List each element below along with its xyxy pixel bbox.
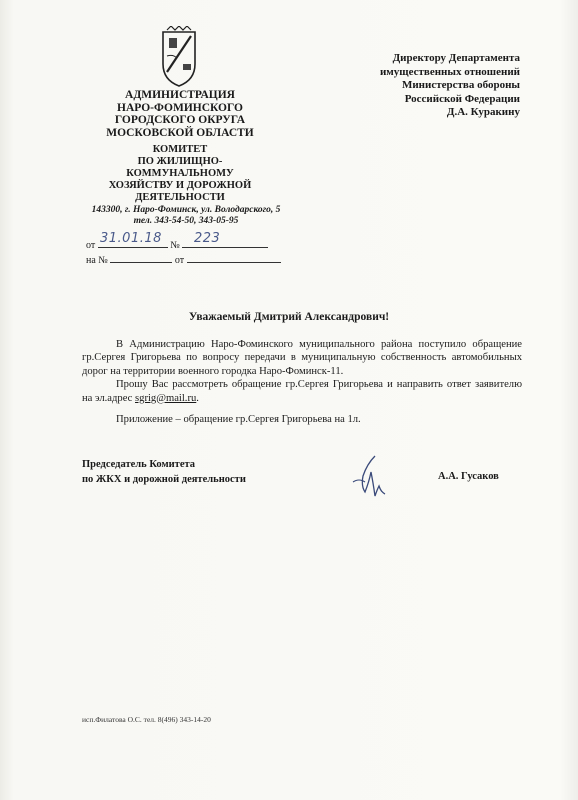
recipient-line: Д.А. Куракину — [446, 106, 520, 118]
reference-line — [86, 252, 281, 266]
coat-of-arms-icon — [153, 26, 205, 88]
signer-name: А.А. Гусаков — [438, 471, 499, 482]
org-line: ГОРОДСКОГО ОКРУГА — [114, 114, 246, 126]
committee-line: ПО ЖИЛИЩНО-КОММУНАЛЬНОМУ — [126, 156, 234, 179]
ref-from-label: от — [174, 255, 185, 266]
handwritten-number: 223 — [194, 231, 221, 246]
email-link[interactable]: sgrig@mail.ru — [135, 392, 197, 404]
signer-title — [82, 457, 282, 487]
org-line: НАРО-ФОМИНСКОГО — [117, 101, 243, 114]
committee-name — [92, 144, 268, 204]
organization-name — [92, 89, 268, 139]
ref-number-field — [110, 252, 172, 263]
recipient-line: Российской Федерации — [404, 92, 520, 105]
salutation: Уважаемый Дмитрий Александрович! — [188, 311, 390, 323]
recipient-line: имущественных отношений — [379, 65, 520, 78]
from-label: от — [86, 240, 96, 251]
recipient-block — [360, 52, 520, 120]
signer-title-line: по ЖКХ и дорожной деятельности — [82, 474, 246, 485]
body-paragraph — [82, 378, 522, 405]
committee-line: ХОЗЯЙСТВУ И ДОРОЖНОЙ — [108, 180, 252, 191]
body-paragraph: Приложение – обращение гр.Сергея Григорьева на 1л. — [116, 414, 361, 426]
executor-note: исп.Филатова О.С. тел. 8(496) 343-14-20 — [82, 715, 211, 724]
body-paragraph-text: Прошу Вас рассмотреть обращение гр.Сергея Григорьева и направить ответ заявителю на эл.адрес — [82, 379, 522, 404]
handwritten-date: 31.01.18 — [100, 231, 162, 246]
number-label: № — [170, 240, 180, 251]
phone-line: тел. 343-54-50, 343-05-95 — [133, 216, 239, 226]
letter-body — [82, 338, 522, 426]
committee-line: ДЕЯТЕЛЬНОСТИ — [135, 192, 225, 203]
signer-title-line: Председатель Комитета — [82, 459, 196, 470]
ref-date-field — [187, 252, 281, 263]
body-paragraph: В Администрацию Наро-Фоминского муниципального района поступило обращение гр.Сергея Григорьева по вопросу передачи в муниципальную собственность автомобильных дорог на территории военного городка Наро-Фоминск-11. — [82, 339, 522, 377]
committee-line: КОМИТЕТ — [152, 144, 208, 155]
recipient-line: Директору Департамента — [392, 52, 520, 64]
org-line: АДМИНИСТРАЦИЯ — [125, 89, 235, 101]
recipient-line: Министерства обороны — [401, 79, 520, 91]
org-line: МОСКОВСКОЙ ОБЛАСТИ — [106, 126, 254, 139]
ref-label: на № — [86, 255, 108, 266]
paragraph-end: . — [196, 392, 199, 404]
address-line: 143300, г. Наро-Фоминск, ул. Володарского, 5 — [91, 205, 281, 215]
handwritten-signature — [345, 452, 393, 502]
address-block — [86, 205, 286, 227]
